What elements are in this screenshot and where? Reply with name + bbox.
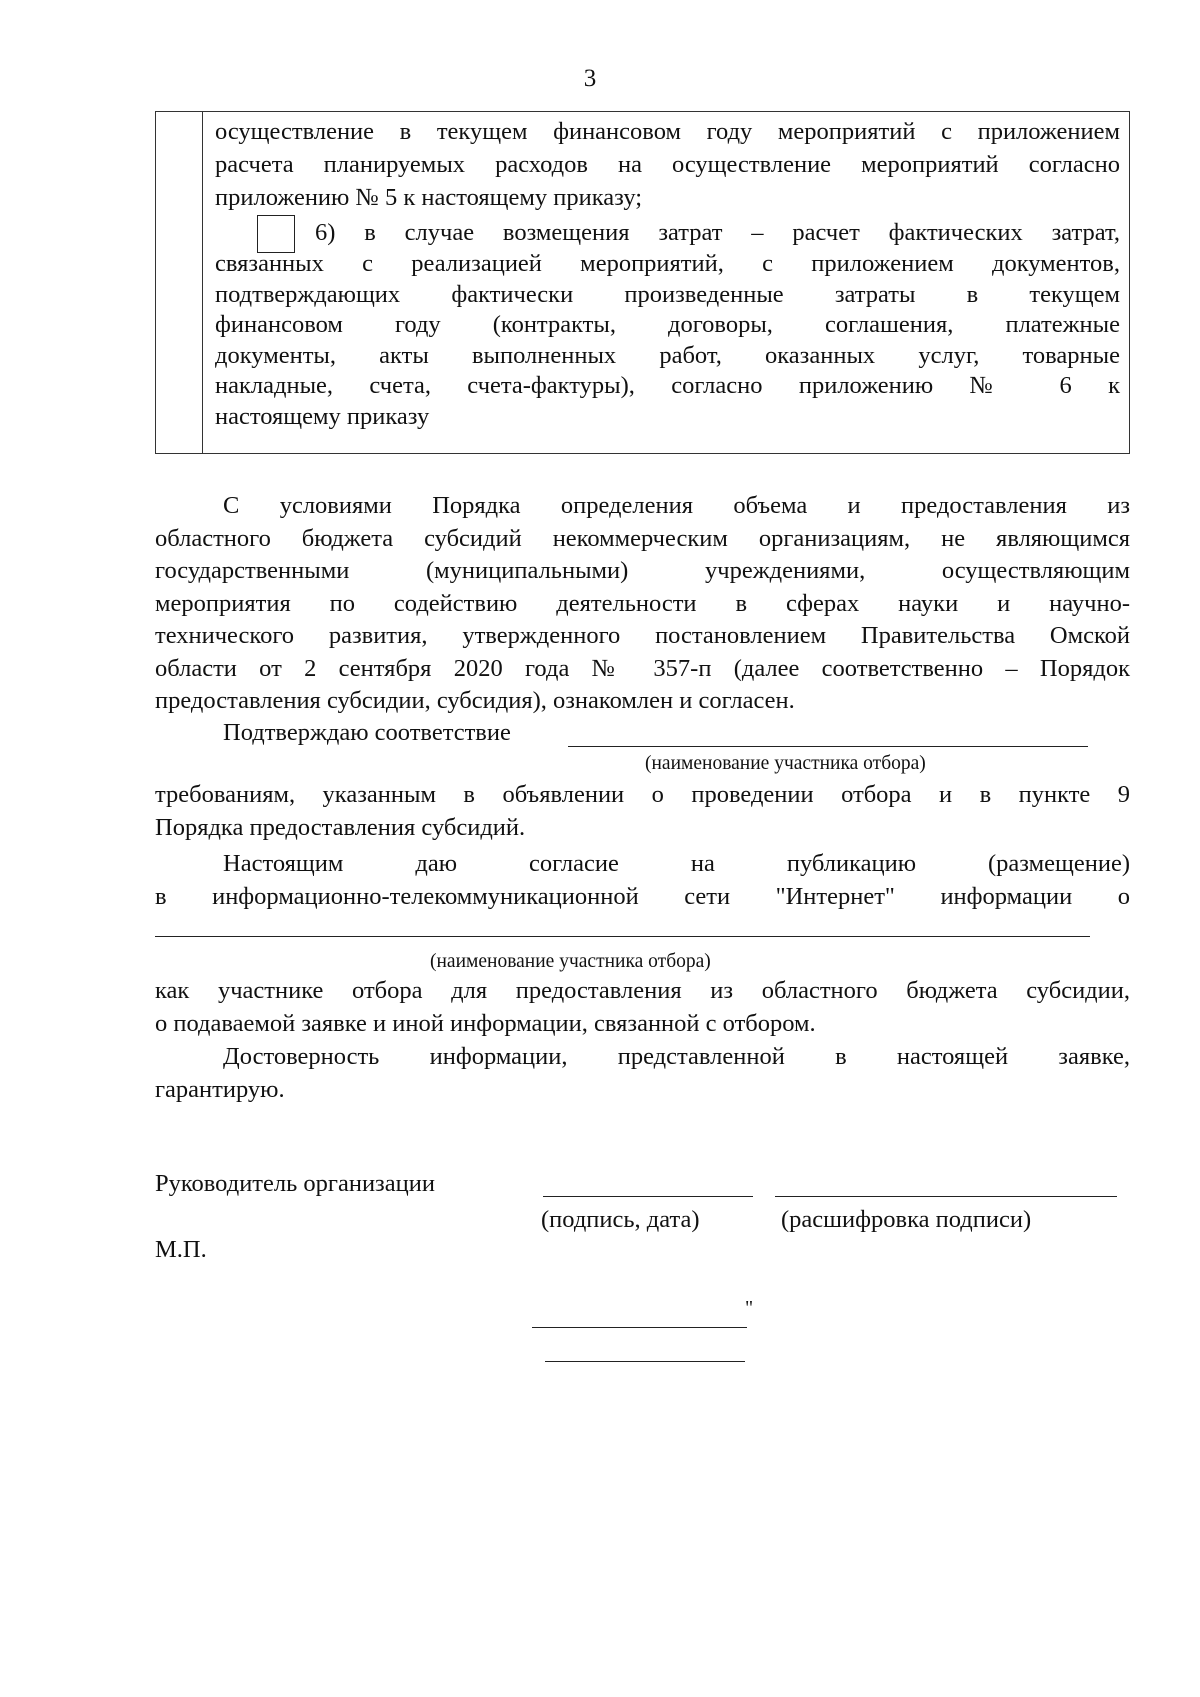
table-line: осуществление в текущем финансовом году мероприятий с приложением	[215, 118, 1120, 145]
paragraph-line: гарантирую.	[155, 1075, 285, 1103]
paragraph-line: как участнике отбора для предоставления из областного бюджета субсидии,	[155, 977, 1130, 1004]
paragraph-line: Настоящим даю согласие на публикацию (размещение)	[223, 850, 1130, 877]
participant-name-caption-1: (наименование участника отбора)	[645, 753, 926, 774]
paragraph-line: С условиями Порядка определения объема и предоставления из	[223, 492, 1130, 519]
paragraph-line: мероприятия по содействию деятельности в сферах науки и научно-	[155, 589, 1130, 617]
paragraph-line: областного бюджета субсидий некоммерческим организациям, не являющимся	[155, 524, 1130, 552]
paragraph-line: требованиям, указанным в объявлении о проведении отбора и в пункте 9	[155, 781, 1130, 808]
participant-name-line-2[interactable]	[155, 936, 1090, 937]
paragraph-line: технического развития, утвержденного постановлением Правительства Омской	[155, 622, 1130, 649]
paragraph-guarantee	[155, 1041, 1130, 1106]
table-line: документы, акты выполненных работ, оказанных услуг, товарные	[215, 341, 1120, 369]
item6-checkbox[interactable]	[257, 215, 295, 253]
table-line: расчета планируемых расходов на осуществление мероприятий согласно	[215, 151, 1120, 178]
table-line: настоящему приказу	[215, 402, 430, 430]
paragraph-line: Достоверность информации, представленной в настоящей заявке,	[223, 1043, 1130, 1070]
table-line: накладные, счета, счета-фактуры), согласно приложению № 6 к	[215, 372, 1120, 399]
signature-date-line[interactable]	[543, 1196, 753, 1197]
table-column-divider	[202, 112, 203, 453]
quote-mark: "	[745, 1297, 754, 1319]
table-line: подтверждающих фактически произведенные затраты в текущем	[215, 280, 1120, 308]
date-line-2[interactable]	[545, 1361, 745, 1362]
signature-decode-line[interactable]	[775, 1196, 1117, 1197]
date-line-1[interactable]	[532, 1327, 747, 1328]
paragraph-confirm	[155, 779, 1130, 844]
item6-first-line	[315, 216, 1120, 249]
paragraph-consent	[155, 848, 1130, 913]
paragraph-conditions	[155, 490, 1130, 718]
head-of-organization-label: Руководитель организации	[155, 1170, 435, 1197]
participant-name-line-1[interactable]	[568, 746, 1088, 747]
paragraph-consent-cont	[155, 975, 1130, 1040]
table-line: финансовом году (контракты, договоры, соглашения, платежные	[215, 311, 1120, 338]
table-line: приложению № 5 к настоящему приказу;	[215, 184, 643, 211]
table-line: связанных с реализацией мероприятий, с приложением документов,	[215, 250, 1120, 277]
table-line: 6) в случае возмещения затрат – расчет фактических затрат,	[315, 219, 1120, 246]
participant-name-caption-2: (наименование участника отбора)	[430, 951, 711, 972]
item6-text	[215, 249, 1120, 432]
paragraph-line: предоставления субсидии, субсидия), ознакомлен и согласен.	[155, 687, 795, 714]
signature-date-caption: (подпись, дата)	[541, 1206, 700, 1233]
paragraph-line: Порядка предоставления субсидий.	[155, 813, 526, 841]
stamp-place-label: М.П.	[155, 1236, 207, 1263]
confirm-lead: Подтверждаю соответствие	[223, 719, 511, 746]
table-cell-text-top	[215, 115, 1120, 214]
page-number: 3	[583, 65, 597, 92]
paragraph-line: области от 2 сентября 2020 года № 357-п (далее соответственно – Порядок	[155, 654, 1130, 682]
paragraph-line: государственными (муниципальными) учреждениями, осуществляющим	[155, 557, 1130, 584]
paragraph-line: о подаваемой заявке и иной информации, связанной с отбором.	[155, 1009, 816, 1037]
paragraph-line: в информационно-телекоммуникационной сети "Интернет" информации о	[155, 882, 1130, 910]
signature-decode-caption: (расшифровка подписи)	[781, 1206, 1032, 1233]
